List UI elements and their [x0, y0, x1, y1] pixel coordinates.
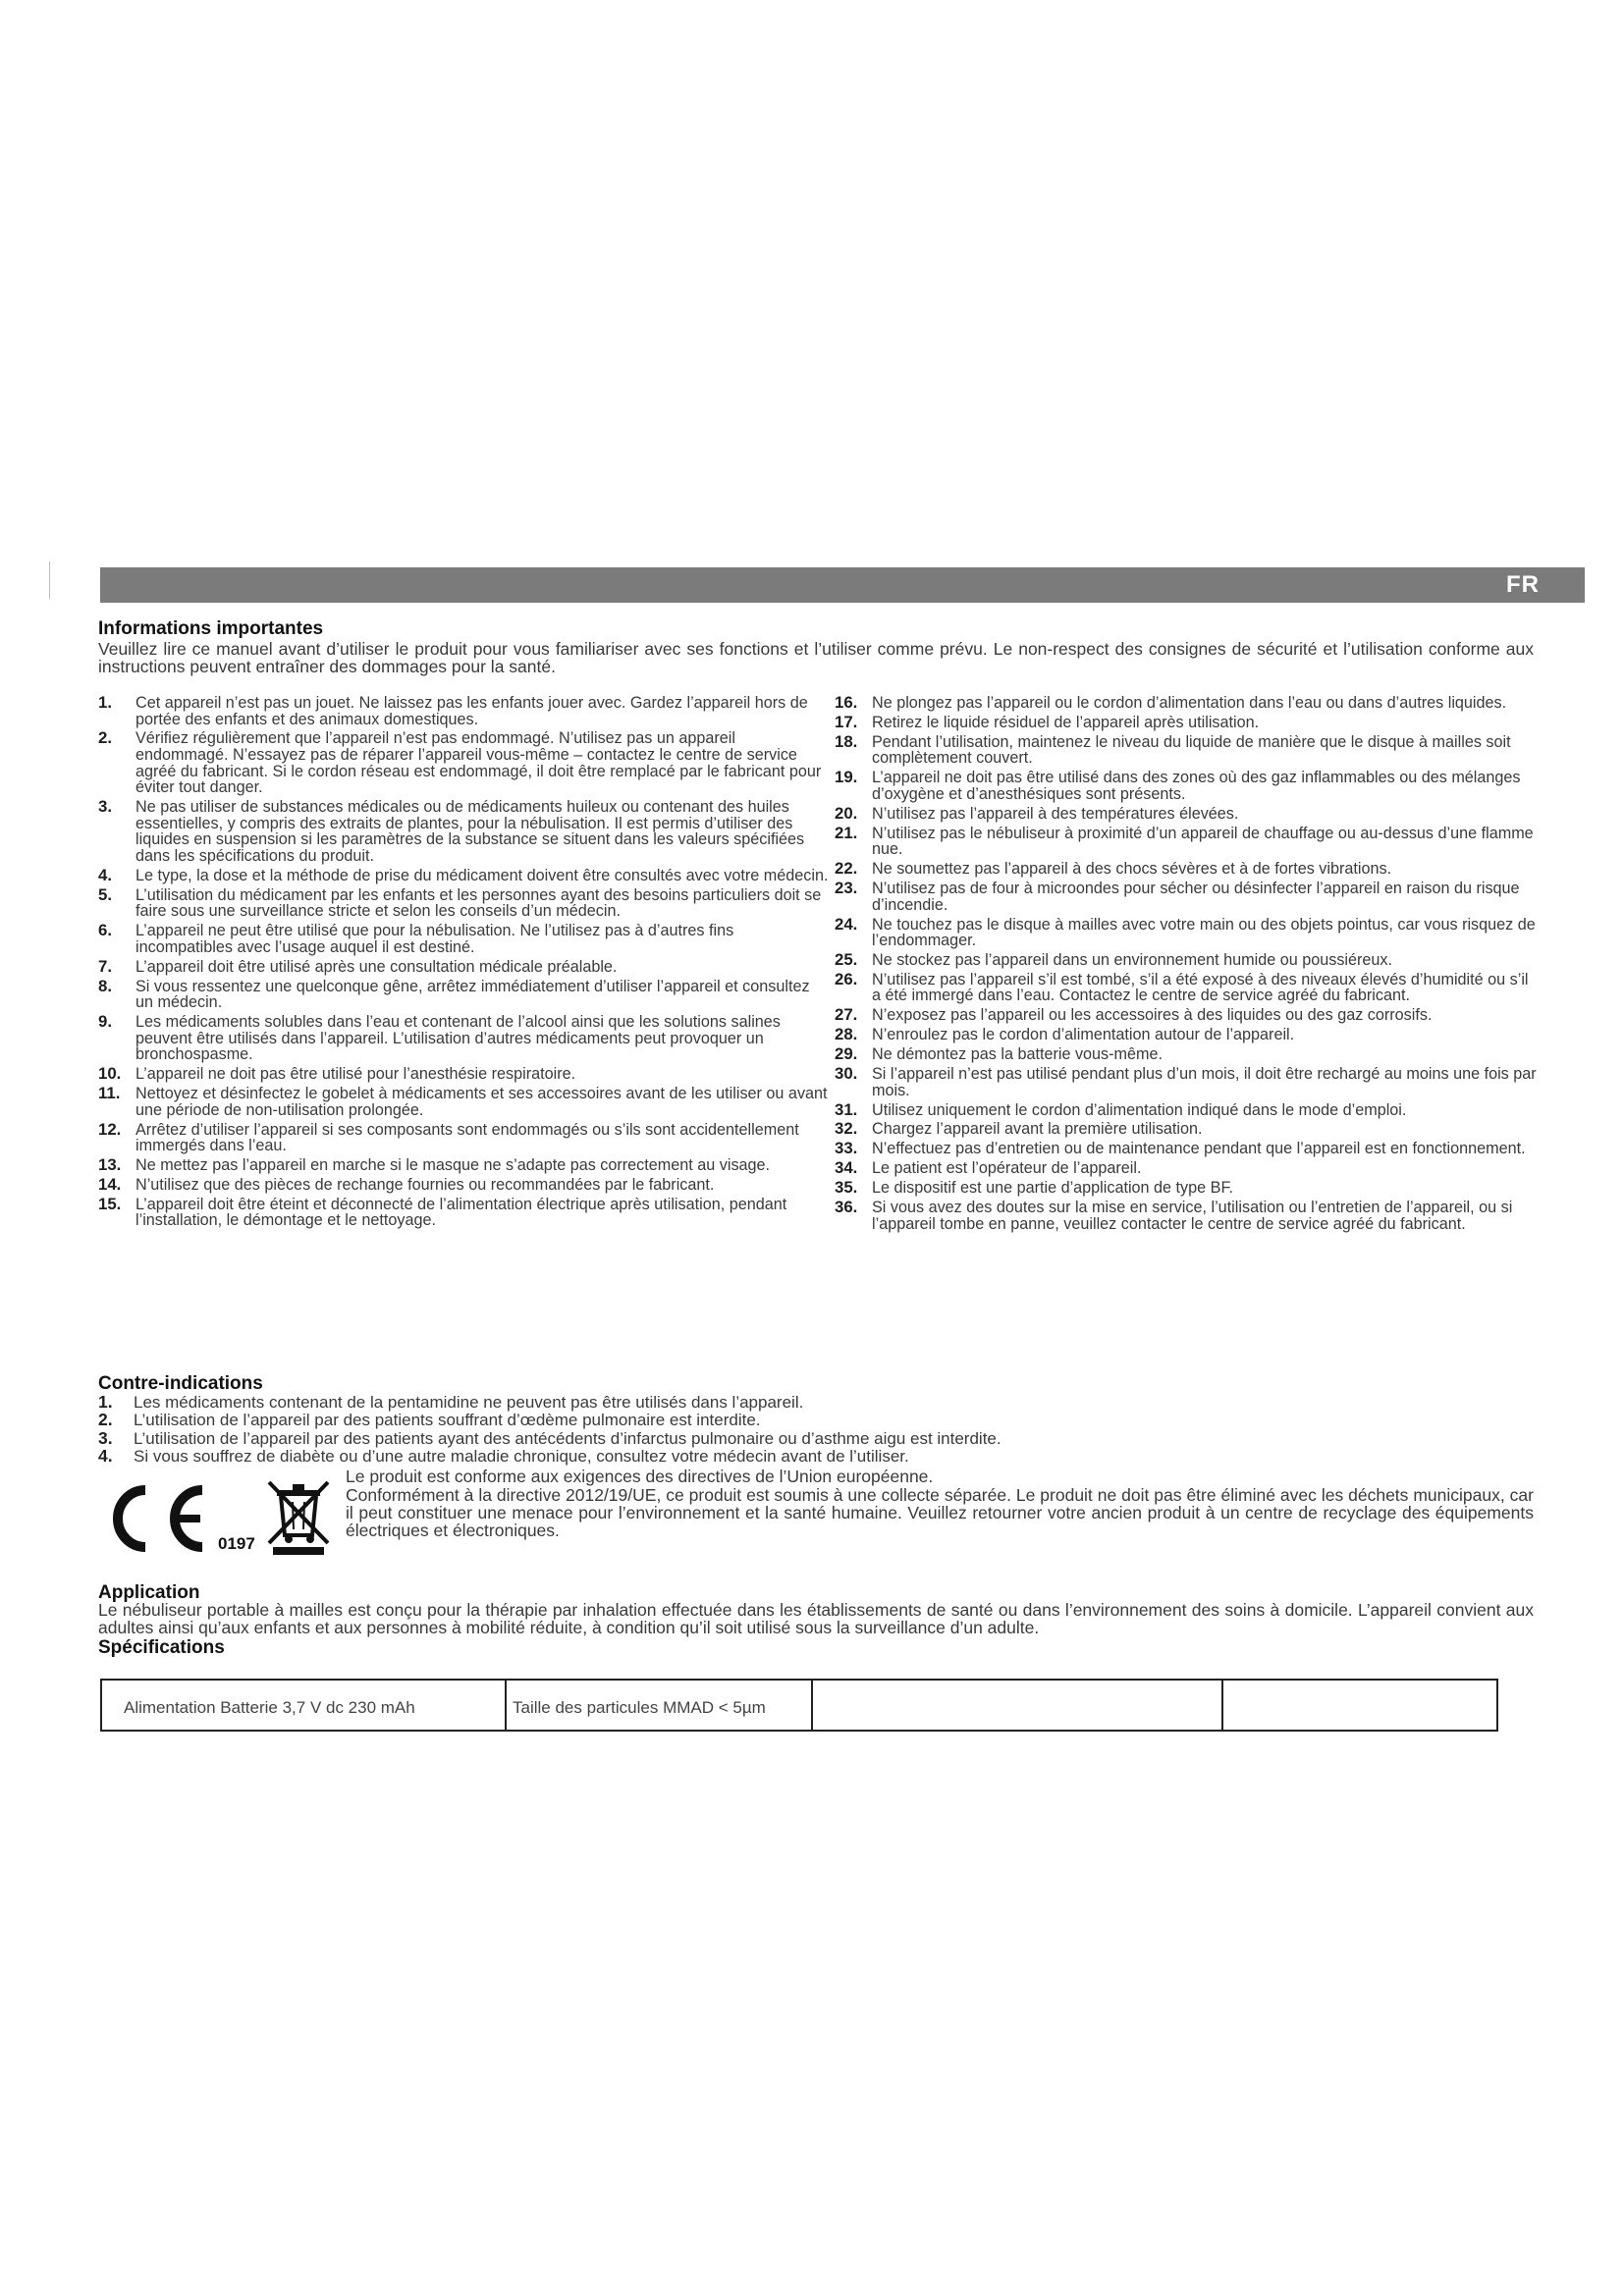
list-item-number: 16.	[835, 693, 858, 712]
list-item-number: 11.	[98, 1084, 121, 1103]
spec-cell-empty	[813, 1681, 1223, 1730]
list-item-number: 28.	[835, 1025, 858, 1044]
list-item-text: L’appareil ne doit pas être utilisé pour l’anesthésie respiratoire.	[135, 1065, 576, 1084]
list-item	[835, 914, 1538, 950]
list-item-text: Ne stockez pas l’appareil dans un environnement humide ou poussiéreux.	[872, 950, 1393, 969]
list-item	[835, 1027, 1538, 1043]
list-item-number: 9.	[98, 1012, 112, 1032]
list-item-text: L’utilisation de l’appareil par des patients souffrant d’œdème pulmonaire est interdite.	[134, 1411, 761, 1430]
list-item	[835, 695, 1538, 712]
list-item-text: Ne démontez pas la batterie vous-même.	[872, 1045, 1164, 1064]
list-item-number: 8.	[98, 976, 112, 995]
list-item	[98, 1412, 1532, 1428]
list-item-text: Si l’appareil n’est pas utilisé pendant plus d’un mois, il doit être rechargé au moins une fois par mois.	[872, 1065, 1537, 1099]
list-item	[835, 712, 1538, 731]
list-item-number: 6.	[98, 921, 112, 940]
list-item	[98, 956, 829, 976]
list-item-text: Les médicaments contenant de la pentamidine ne peuvent pas être utilisés dans l’appareil.	[134, 1393, 804, 1412]
list-item-number: 12.	[98, 1119, 122, 1139]
list-item	[98, 1427, 1532, 1448]
list-item-text: Le patient est l’opérateur de l’appareil.	[872, 1159, 1142, 1178]
list-item-number: 31.	[835, 1099, 858, 1119]
list-item	[98, 1086, 829, 1118]
list-item-text: N’utilisez que des pièces de rechange fournies ou recommandées par le fabricant.	[135, 1175, 715, 1194]
application-title: Application	[98, 1582, 200, 1603]
list-item-text: Les médicaments solubles dans l’eau et contenant de l’alcool ainsi que les solutions salines peuvent être utilisés dans l’appareil. L’utilisation d’autres médicaments peut provoquer un bronchospasme.	[135, 1013, 781, 1064]
list-item-text: Chargez l’appareil avant la première utilisation.	[872, 1120, 1203, 1139]
important-info-title: Informations importantes	[98, 618, 324, 639]
list-item	[835, 949, 1538, 969]
important-info-intro: Veuillez lire ce manuel avant d’utiliser le produit pour vous familiariser avec ses fonctions et l’utiliser comme prévu. Le non-respect des consignes de sécurité et l’utilisation conforme aux instructions peuvent entraîner des dommages pour la santé.	[98, 639, 1534, 676]
list-item-number: 14.	[98, 1174, 122, 1194]
list-item	[835, 969, 1538, 1005]
list-item-number: 32.	[835, 1119, 858, 1139]
crossed-out-wheelie-bin-icon	[263, 1478, 334, 1557]
list-item	[835, 803, 1538, 823]
notified-body-number: 0197	[218, 1534, 255, 1553]
list-item	[835, 1141, 1538, 1157]
list-item	[98, 695, 829, 727]
list-item-number: 10.	[98, 1064, 122, 1084]
list-item	[835, 1099, 1538, 1119]
spec-cell-power: Alimentation Batterie 3,7 V dc 230 mAh	[102, 1681, 507, 1730]
list-item-number: 4.	[98, 1446, 113, 1467]
specifications-table	[100, 1679, 1498, 1732]
list-item	[98, 976, 829, 1012]
spec-cell-particle-size: Taille des particules MMAD < 5µm	[507, 1681, 813, 1730]
list-item-number: 25.	[835, 949, 858, 969]
list-item-number: 20.	[835, 803, 858, 823]
contraindications-title: Contre-indications	[98, 1373, 263, 1394]
list-item-number: 2.	[98, 1410, 113, 1430]
language-code: FR	[1506, 571, 1540, 598]
list-item-number: 18.	[835, 731, 858, 751]
weee-disposal-text: Conformément à la directive 2012/19/UE, ce produit est soumis à une collecte séparée. Le produit ne doit pas être éliminé avec les déchets municipaux, car il peut constituer une menace pour l’environnement et la santé humaine. Veuillez retourner votre ancien produit à un centre de recyclage des équipements électriques et électroniques.	[346, 1485, 1534, 1540]
list-item-number: 2.	[98, 728, 112, 748]
list-item-number: 30.	[835, 1064, 858, 1084]
list-item	[835, 1197, 1538, 1233]
list-item-text: N’utilisez pas le nébuliseur à proximité d’un appareil de chauffage ou au-dessus d’une flamme nue.	[872, 824, 1534, 859]
list-item	[98, 1448, 1532, 1465]
list-item-text: Ne soumettez pas l’appareil à des chocs sévères et à de fortes vibrations.	[872, 860, 1392, 879]
list-item-text: N’exposez pas l’appareil ou les accessoires à des liquides ou des gaz corrosifs.	[872, 1006, 1433, 1025]
list-item-text: N’utilisez pas l’appareil s’il est tombé, s’il a été exposé à des niveaux élevés d’humidité ou s’il a été immergé dans l’eau. Contactez le centre de service agréé du fabricant.	[872, 970, 1529, 1005]
eu-conformity-text: Le produit est conforme aux exigences des directives de l’Union européenne.	[346, 1467, 934, 1486]
list-item	[98, 730, 829, 795]
list-item-text: L’appareil doit être utilisé après une consultation médicale préalable.	[135, 957, 618, 976]
list-item	[835, 1160, 1538, 1177]
list-item	[98, 799, 829, 864]
ce-mark-logo	[98, 1484, 273, 1553]
list-item-text: N’enroulez pas le cordon d’alimentation autour de l’appareil.	[872, 1026, 1295, 1044]
list-item-number: 27.	[835, 1005, 858, 1025]
list-item-text: Si vous avez des doutes sur la mise en service, l’utilisation ou l’entretien de l’appareil, ou si l’appareil tombe en panne, veuillez contacter le centre de service agréé du fabricant.	[872, 1198, 1513, 1233]
list-item	[835, 881, 1538, 913]
list-item	[835, 861, 1538, 878]
contraindications-list	[98, 1394, 1532, 1467]
list-item-text: Ne pas utiliser de substances médicales ou de médicaments huileux ou contenant des huiles essentielles, y compris des extraits de plantes, pour la nébulisation. Il est permis d’utiliser des liquides en suspension si les paramètres de la substance se situent dans les valeurs spécifiées dans les spécifications du produit.	[135, 798, 805, 865]
list-item	[835, 1046, 1538, 1063]
list-item-text: N’utilisez pas de four à microondes pour sécher ou désinfecter l’appareil en raison du risque d’incendie.	[872, 880, 1520, 914]
safety-list-left	[98, 695, 829, 1232]
list-item	[835, 823, 1538, 859]
list-item	[835, 770, 1538, 802]
list-item-number: 21.	[835, 823, 858, 842]
list-item-text: Si vous ressentez une quelconque gêne, arrêtez immédiatement d’utiliser l’appareil et consultez un médecin.	[135, 977, 810, 1012]
list-item-number: 36.	[835, 1197, 858, 1216]
list-item-text: Ne touchez pas le disque à mailles avec votre main ou des objets pointus, car vous risquez de l’endommager.	[872, 915, 1536, 950]
list-item	[835, 1066, 1538, 1098]
list-item-number: 34.	[835, 1158, 858, 1178]
list-item-text: N’utilisez pas l’appareil à des températures élevées.	[872, 804, 1239, 823]
list-item-text: Ne mettez pas l’appareil en marche si le masque ne s’adapte pas correctement au visage.	[135, 1156, 771, 1174]
list-item-number: 13.	[98, 1155, 122, 1174]
list-item-number: 22.	[835, 859, 858, 879]
list-item-number: 33.	[835, 1139, 858, 1158]
language-header-bar	[100, 567, 1585, 603]
list-item-number: 15.	[98, 1194, 122, 1213]
list-item	[835, 1121, 1538, 1138]
list-item	[98, 865, 829, 884]
list-item	[98, 1394, 1532, 1411]
list-item-text: L’utilisation de l’appareil par des patients ayant des antécédents d’infarctus pulmonaire ou d’asthme aigu est interdite.	[134, 1428, 1001, 1448]
list-item-text: Le dispositif est une partie d’application de type BF.	[872, 1179, 1234, 1198]
list-item	[835, 1007, 1538, 1024]
list-item	[98, 1119, 829, 1155]
list-item-text: Arrêtez d’utiliser l’appareil si ses composants sont endommagés ou s’ils sont accidentellement immergés dans l’eau.	[135, 1120, 799, 1155]
list-item-number: 3.	[98, 1427, 113, 1448]
list-item-text: N’effectuez pas d’entretien ou de maintenance pendant que l’appareil est en fonctionnement.	[872, 1140, 1526, 1158]
list-item-number: 7.	[98, 956, 112, 976]
list-item	[98, 1066, 829, 1083]
specifications-title: Spécifications	[98, 1637, 225, 1658]
list-item	[98, 1157, 829, 1174]
list-item-text: Cet appareil n’est pas un jouet. Ne laissez pas les enfants jouer avec. Gardez l’appareil hors de portée des enfants et des animaux domestiques.	[135, 694, 808, 728]
list-item	[835, 731, 1538, 768]
application-text: Le nébuliseur portable à mailles est conçu pour la thérapie par inhalation effectuée dans les établissements de santé ou dans l’environnement des soins à domicile. L’appareil convient aux adultes ainsi qu’aux enfants et aux personnes à mobilité réduite, à condition qu’il soit utilisé sous la surveillance d’un adulte.	[98, 1600, 1534, 1637]
list-item-text: L’appareil ne peut être utilisé que pour la nébulisation. Ne l’utilisez pas à d’autres fins incompatibles avec l’usage auquel il est destiné.	[135, 922, 734, 956]
list-item-number: 5.	[98, 884, 112, 904]
list-item-number: 17.	[835, 712, 858, 731]
list-item-number: 24.	[835, 914, 858, 934]
list-item-text: Nettoyez et désinfectez le gobelet à médicaments et ses accessoires avant de les utiliser ou avant une période de non-utilisation prolongée.	[135, 1085, 828, 1119]
list-item	[98, 1174, 829, 1194]
list-item	[98, 1194, 829, 1230]
list-item-number: 4.	[98, 865, 112, 884]
list-item-number: 23.	[835, 879, 858, 898]
list-item-text: Utilisez uniquement le cordon d’alimentation indiqué dans le mode d’emploi.	[872, 1100, 1407, 1119]
list-item-number: 26.	[835, 969, 858, 988]
list-item-number: 19.	[835, 768, 858, 787]
list-item-text: L’utilisation du médicament par les enfants et les personnes ayant des besoins particuliers doit se faire sous une surveillance stricte et selon les conseils d’un médecin.	[135, 885, 822, 921]
list-item-number: 1.	[98, 693, 112, 712]
list-item-text: Vérifiez régulièrement que l’appareil n’est pas endommagé. N’utilisez pas un appareil endommagé. N’essayez pas de réparer l’appareil vous-même – contactez le centre de service agréé du fabricant. Si le cordon réseau est endommagé, il doit être remplacé par le fabricant pour éviter tout danger.	[135, 729, 822, 797]
list-item-text: Retirez le liquide résiduel de l’appareil après utilisation.	[872, 713, 1260, 731]
list-item-text: Ne plongez pas l’appareil ou le cordon d’alimentation dans l’eau ou dans d’autres liquides.	[872, 694, 1507, 712]
list-item	[835, 1180, 1538, 1197]
page-edge-mark	[49, 561, 50, 599]
list-item	[98, 884, 829, 921]
list-item-number: 29.	[835, 1044, 858, 1064]
list-item	[98, 1014, 829, 1063]
list-item-text: Pendant l’utilisation, maintenez le niveau du liquide de manière que le disque à mailles soit complètement couvert.	[872, 732, 1511, 768]
safety-list-right	[835, 695, 1538, 1235]
list-item-text: L’appareil doit être éteint et déconnecté de l’alimentation électrique après utilisation, pendant l’installation, le démontage et le nettoyage.	[135, 1195, 787, 1230]
list-item-number: 1.	[98, 1392, 113, 1412]
list-item-text: Si vous souffrez de diabète ou d’une autre maladie chronique, consultez votre médecin avant de l’utiliser.	[134, 1447, 909, 1467]
list-item-text: Le type, la dose et la méthode de prise du médicament doivent être consultés avec votre médecin.	[135, 866, 829, 884]
list-item-number: 3.	[98, 797, 112, 817]
list-item	[98, 923, 829, 955]
list-item-number: 35.	[835, 1178, 858, 1198]
spec-cell-empty	[1223, 1681, 1496, 1730]
list-item-text: L’appareil ne doit pas être utilisé dans des zones où des gaz inflammables ou des mélanges d’oxygène et d’anesthésiques sont présents.	[872, 769, 1521, 803]
